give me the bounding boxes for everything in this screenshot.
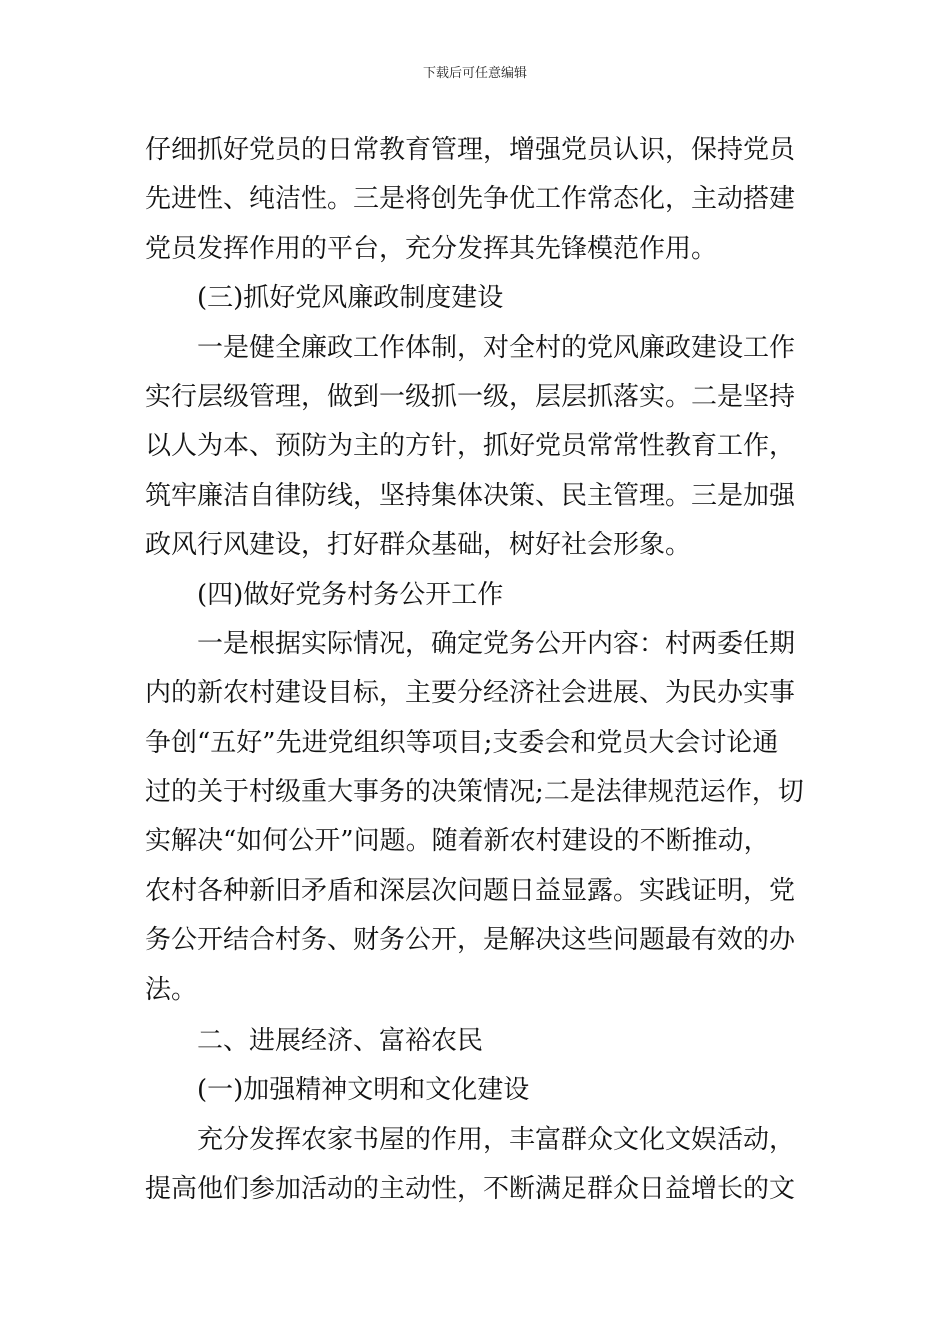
text-line: 政风行风建设，打好群众基础，树好社会形象。	[145, 530, 692, 561]
text-line: 内的新农村建设目标，主要分经济社会进展、为民办实事	[145, 678, 796, 709]
text-line: 一是根据实际情况，确定党务公开内容：村两委任期	[197, 628, 796, 659]
text-line: 先进性、纯洁性。三是将创先争优工作常态化，主动搭建	[145, 184, 796, 215]
text-line: 党员发挥作用的平台，充分发挥其先锋模范作用。	[145, 233, 718, 264]
text-line: 仔细抓好党员的日常教育管理，增强党员认识，保持党员	[145, 135, 796, 165]
text-line: 充分发挥农家书屋的作用，丰富群众文化文娱活动，	[197, 1124, 796, 1155]
text-line: 实解决“如何公开”问题。随着新农村建设的不断推动，	[145, 826, 770, 857]
text-line: 务公开结合村务、财务公开，是解决这些问题最有效的办	[145, 925, 796, 956]
text-line: 筑牢廉洁自律防线，坚持集体决策、民主管理。三是加强	[145, 480, 796, 511]
document-body	[145, 126, 810, 1215]
section-heading: (一)加强精神文明和文化建设	[197, 1075, 530, 1106]
section-heading: (四)做好党务村务公开工作	[197, 579, 504, 610]
text-line: 以人为本、预防为主的方针，抓好党员常常性教育工作，	[145, 431, 796, 462]
text-line: 过的关于村级重大事务的决策情况;二是法律规范运作，切	[145, 777, 804, 808]
text-line: 争创“五好”先进党组织等项目;支委会和党员大会讨论通	[145, 727, 779, 758]
text-line: 一是健全廉政工作体制，对全村的党风廉政建设工作	[197, 332, 796, 363]
section-heading: 二、进展经济、富裕农民	[197, 1026, 484, 1057]
text-line: 法。	[145, 974, 198, 1005]
text-line: 农村各种新旧矛盾和深层次问题日益显露。实践证明，党	[145, 875, 796, 906]
page-header: 下载后可任意编辑	[422, 66, 527, 81]
text-line: 实行层级管理，做到一级抓一级，层层抓落实。二是坚持	[145, 381, 796, 412]
text-line: 提高他们参加活动的主动性，不断满足群众日益增长的文	[145, 1174, 796, 1205]
section-heading: (三)抓好党风廉政制度建设	[197, 283, 504, 314]
